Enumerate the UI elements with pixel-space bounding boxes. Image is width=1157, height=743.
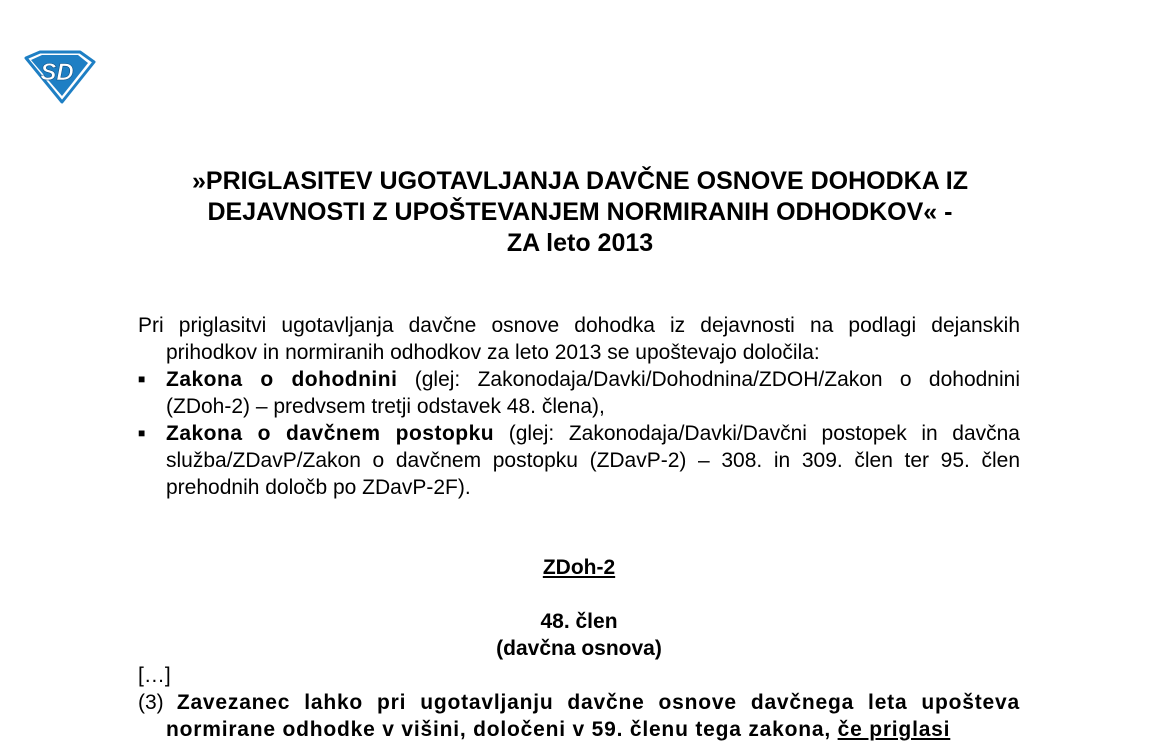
title-line-3: ZA leto 2013 <box>506 229 654 257</box>
article-number: 48. člen <box>540 610 618 633</box>
title-line-1: »PRIGLASITEV UGOTAVLJANJA DAVČNE OSNOVE DOHODKA IZ <box>191 167 968 195</box>
bullet-item-zdavp <box>138 420 1020 501</box>
square-bullet-icon: ■ <box>138 372 146 386</box>
intro-paragraph: Pri priglasitvi ugotavljanja davčne osnove dohodka iz dejavnosti na podlagi dejanskih prihodkov in normiranih odhodkov za leto 2013 se upoštevajo določila: <box>138 314 1020 364</box>
bullet-bold-text: Zakona o dohodnini <box>166 368 398 391</box>
bullet-text: (glej: Zakonodaja/Davki/Dohodnina/ZDOH/Zakon o dohodnini (ZDoh-2) – predvsem tretji odstavek 48. člena), <box>166 368 1020 418</box>
article-title: (davčna osnova) <box>496 637 662 660</box>
bullet-text: (glej: Zakonodaja/Davki/Davčni postopek in davčna služba/ZDavP/Zakon o davčnem postopku (ZDavP-2) – 308. in 309. člen ter 95. člen prehodnih določb po ZDavP-2F). <box>166 422 1020 499</box>
article-text <box>138 662 1020 743</box>
paragraph-3: (3) Zavezanec lahko pri ugotavljanju davčne osnove davčnega leta upošteva normirane odhodke v višini, določeni v 59. členu tega zakona, če priglasi <box>138 691 1020 741</box>
bullet-bold-text: Zakona o davčnem postopku <box>166 422 495 445</box>
intro-section <box>138 312 1020 501</box>
sd-logo-icon <box>22 50 96 104</box>
section-heading: ZDoh-2 <box>542 556 616 579</box>
square-bullet-icon: ■ <box>138 426 146 440</box>
document-title <box>140 166 1020 259</box>
bullet-item-zdoh <box>138 366 1020 420</box>
title-line-2: DEJAVNOSTI Z UPOŠTEVANJEM NORMIRANIH ODHODKOV« - <box>207 198 953 226</box>
ellipsis-text: […] <box>138 664 171 687</box>
logo-text: SD <box>40 59 74 86</box>
